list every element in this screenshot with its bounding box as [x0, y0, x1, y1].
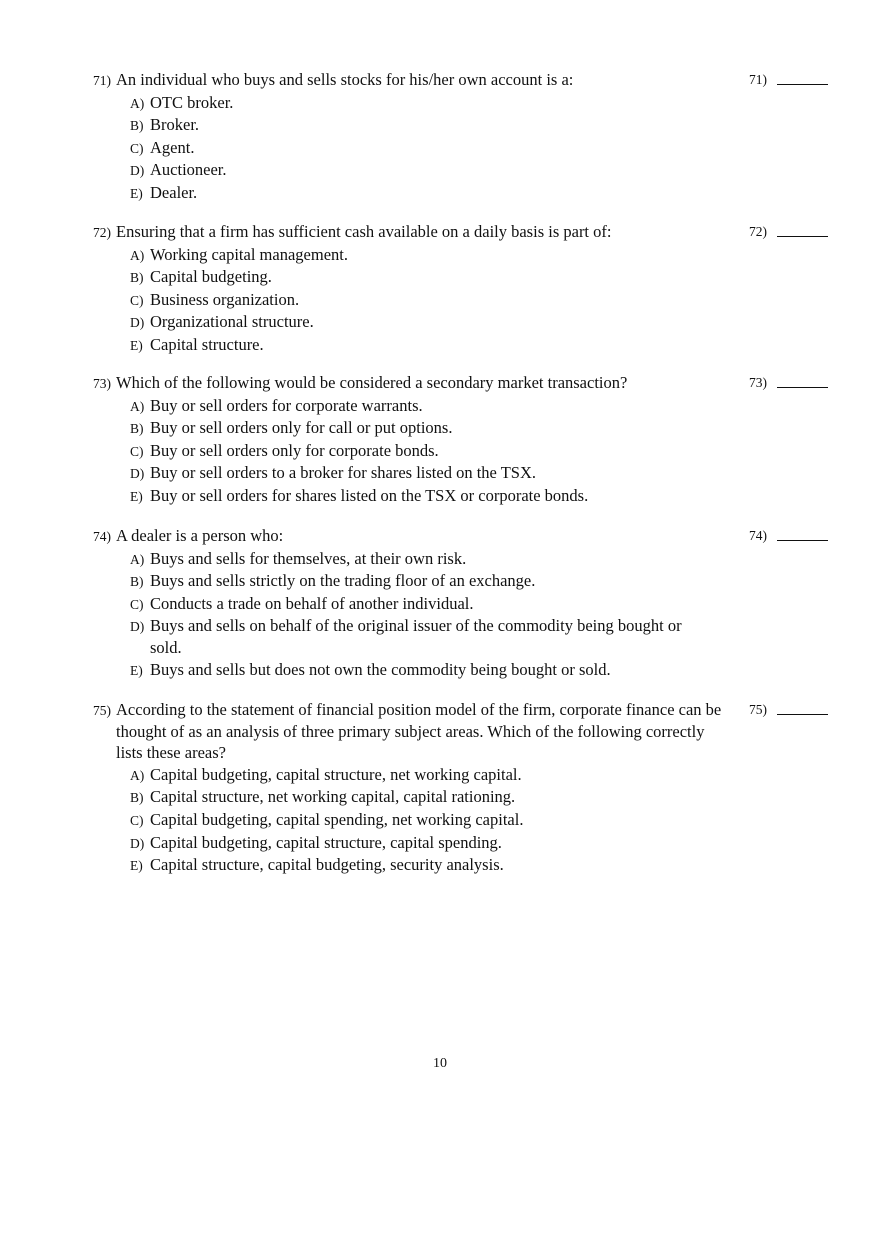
question-number: 72)	[93, 225, 111, 240]
question-text: An individual who buys and sells stocks for his/her own account is a:	[116, 70, 574, 89]
option-letter: E)	[130, 662, 143, 678]
option-text: Buy or sell orders only for corporate bonds.	[150, 440, 439, 460]
option-a	[130, 92, 833, 115]
answer-slot[interactable]	[749, 69, 831, 91]
answer-slot[interactable]	[749, 699, 831, 721]
option-letter: D)	[130, 619, 145, 635]
option-text: Capital budgeting, capital structure, net working capital.	[150, 764, 522, 784]
answer-number: 75)	[749, 702, 767, 717]
option-letter: D)	[130, 466, 145, 482]
question-number: 71)	[93, 73, 111, 88]
option-text: Buy or sell orders for corporate warrants.	[150, 395, 423, 415]
question-number: 73)	[93, 376, 111, 391]
option-d	[130, 311, 833, 334]
options-list	[130, 548, 833, 682]
option-e	[130, 182, 833, 205]
options-list	[130, 764, 833, 877]
question-stem	[93, 69, 833, 92]
option-letter: B)	[130, 574, 144, 590]
option-letter: A)	[130, 398, 145, 414]
question-stem	[93, 372, 833, 395]
question-text: A dealer is a person who:	[116, 526, 284, 545]
answer-slot[interactable]	[749, 525, 831, 547]
question-72	[93, 221, 833, 357]
option-letter: B)	[130, 790, 144, 806]
option-letter: A)	[130, 95, 145, 111]
option-text: Buy or sell orders to a broker for shares listed on the TSX.	[150, 463, 536, 483]
options-list	[130, 244, 833, 357]
option-c	[130, 440, 833, 463]
option-b	[130, 786, 833, 809]
option-text: Buy or sell orders only for call or put options.	[150, 418, 453, 438]
option-letter: B)	[130, 421, 144, 437]
option-c	[130, 809, 833, 832]
option-text: Dealer.	[150, 182, 198, 202]
option-text: Broker.	[150, 115, 200, 135]
options-list	[130, 395, 833, 508]
option-text: Agent.	[150, 137, 195, 157]
option-d	[130, 615, 833, 658]
option-d	[130, 159, 833, 182]
option-letter: C)	[130, 443, 144, 459]
option-letter: B)	[130, 118, 144, 134]
question-text: Which of the following would be considered a secondary market transaction?	[116, 373, 628, 392]
question-stem	[93, 525, 833, 548]
option-b	[130, 114, 833, 137]
option-letter: E)	[130, 337, 143, 353]
answer-slot[interactable]	[749, 221, 831, 243]
option-d	[130, 462, 833, 485]
option-e	[130, 659, 833, 682]
option-text: Capital structure.	[150, 334, 264, 354]
answer-blank-line[interactable]	[777, 540, 828, 541]
question-text: According to the statement of financial position model of the firm, corporate finance can be thought of as an analysis of three primary subject areas. Which of the following correctly lists these areas?	[116, 700, 722, 763]
option-letter: A)	[130, 767, 145, 783]
answer-number: 72)	[749, 224, 767, 239]
option-text: Buys and sells strictly on the trading floor of an exchange.	[150, 571, 536, 591]
option-text: Auctioneer.	[150, 160, 227, 180]
answer-slot[interactable]	[749, 372, 831, 394]
option-text: Buys and sells but does not own the commodity being bought or sold.	[150, 659, 611, 679]
option-c	[130, 289, 833, 312]
answer-blank-line[interactable]	[777, 236, 828, 237]
options-list	[130, 92, 833, 205]
option-text: Working capital management.	[150, 244, 348, 264]
option-text: Capital budgeting, capital structure, capital spending.	[150, 832, 502, 852]
option-letter: E)	[130, 185, 143, 201]
option-text: Conducts a trade on behalf of another individual.	[150, 593, 474, 613]
question-73	[93, 372, 833, 508]
option-letter: E)	[130, 488, 143, 504]
option-b	[130, 570, 833, 593]
answer-blank-line[interactable]	[777, 387, 828, 388]
option-e	[130, 334, 833, 357]
option-letter: B)	[130, 270, 144, 286]
question-71	[93, 69, 833, 205]
answer-number: 71)	[749, 72, 767, 87]
option-letter: C)	[130, 292, 144, 308]
option-a	[130, 244, 833, 267]
option-a	[130, 764, 833, 787]
question-text: Ensuring that a firm has sufficient cash available on a daily basis is part of:	[116, 222, 612, 241]
answer-blank-line[interactable]	[777, 84, 828, 85]
option-text: Capital structure, capital budgeting, security analysis.	[150, 855, 504, 875]
option-e	[130, 485, 833, 508]
option-text: Capital budgeting.	[150, 267, 272, 287]
option-b	[130, 417, 833, 440]
option-text: Organizational structure.	[150, 312, 314, 332]
answer-blank-line[interactable]	[777, 714, 828, 715]
question-number: 75)	[93, 703, 111, 718]
option-letter: A)	[130, 551, 145, 567]
answer-number: 73)	[749, 375, 767, 390]
option-text: Business organization.	[150, 289, 300, 309]
question-74	[93, 525, 833, 681]
option-c	[130, 137, 833, 160]
option-d	[130, 832, 833, 855]
option-e	[130, 854, 833, 877]
option-letter: D)	[130, 163, 145, 179]
option-text: Buys and sells on behalf of the original issuer of the commodity being bought or sold.	[150, 616, 682, 657]
option-b	[130, 266, 833, 289]
option-letter: A)	[130, 247, 145, 263]
option-letter: E)	[130, 858, 143, 874]
option-text: OTC broker.	[150, 92, 234, 112]
answer-number: 74)	[749, 528, 767, 543]
option-text: Capital structure, net working capital, capital rationing.	[150, 787, 516, 807]
option-a	[130, 548, 833, 571]
option-letter: C)	[130, 812, 144, 828]
option-letter: D)	[130, 315, 145, 331]
option-c	[130, 593, 833, 616]
question-stem	[93, 699, 833, 764]
option-text: Capital budgeting, capital spending, net working capital.	[150, 809, 524, 829]
option-letter: C)	[130, 140, 144, 156]
question-75	[93, 699, 833, 877]
page-number: 10	[433, 1056, 447, 1071]
question-stem	[93, 221, 833, 244]
option-text: Buys and sells for themselves, at their own risk.	[150, 548, 467, 568]
option-letter: C)	[130, 596, 144, 612]
option-a	[130, 395, 833, 418]
option-text: Buy or sell orders for shares listed on the TSX or corporate bonds.	[150, 485, 589, 505]
option-letter: D)	[130, 835, 145, 851]
question-number: 74)	[93, 529, 111, 544]
